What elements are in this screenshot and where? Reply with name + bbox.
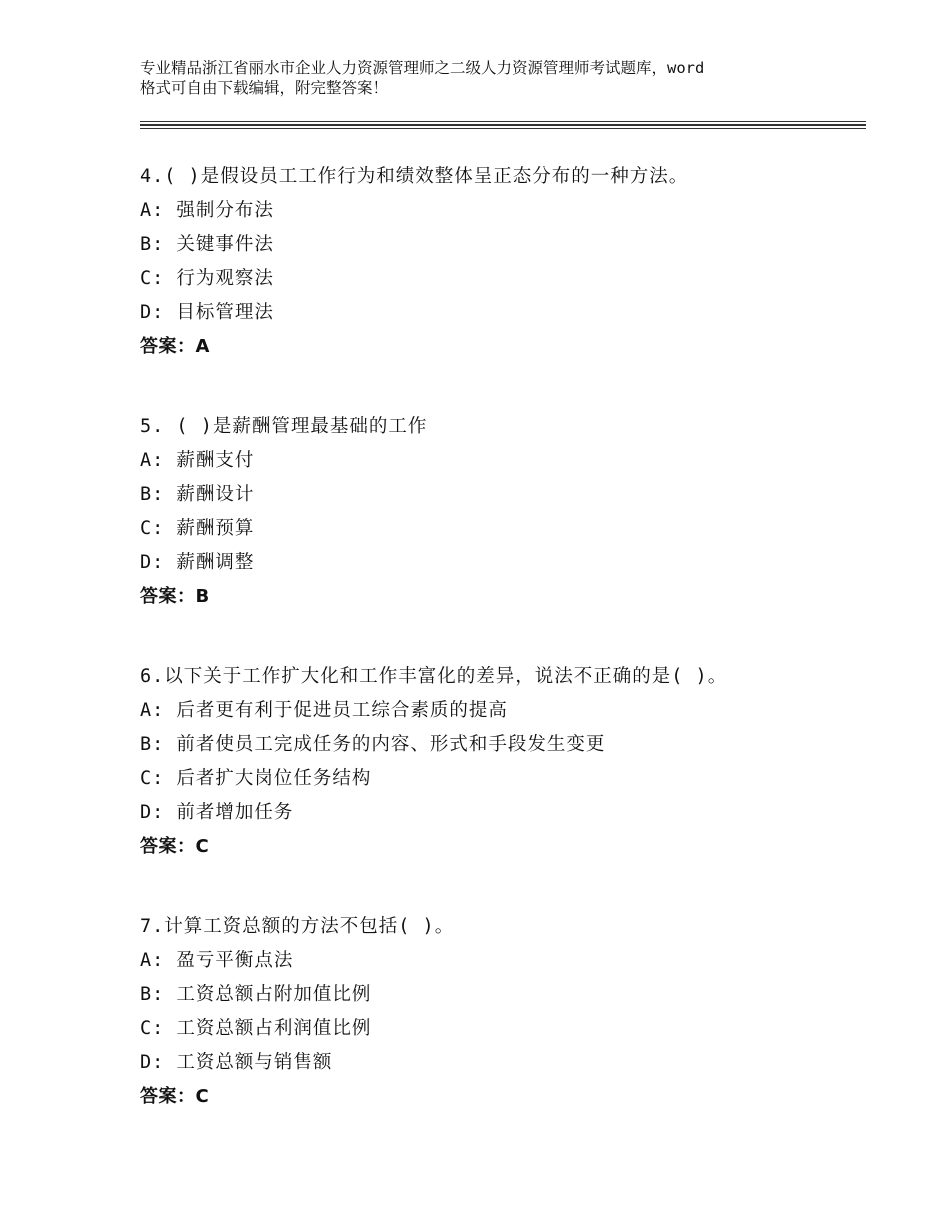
option-b: B: 前者使员工完成任务的内容、形式和手段发生变更 — [140, 734, 606, 755]
question-7 — [140, 910, 866, 1114]
option-d: D: 目标管理法 — [140, 302, 274, 323]
question-stem: 7.计算工资总额的方法不包括( )。 — [140, 916, 455, 937]
header-divider-middle — [140, 124, 866, 126]
answer-label: 答案：A — [140, 336, 210, 357]
option-c: C: 后者扩大岗位任务结构 — [140, 768, 372, 789]
question-6 — [140, 660, 866, 864]
option-c: C: 薪酬预算 — [140, 518, 255, 539]
option-a: A: 强制分布法 — [140, 200, 274, 221]
answer-label: 答案：B — [140, 586, 210, 607]
question-5 — [140, 410, 866, 614]
question-stem: 5. ( )是薪酬管理最基础的工作 — [140, 416, 428, 437]
question-stem: 4.( )是假设员工工作行为和绩效整体呈正态分布的一种方法。 — [140, 166, 689, 187]
option-b: B: 薪酬设计 — [140, 484, 255, 505]
header-divider-top — [140, 121, 866, 122]
option-d: D: 薪酬调整 — [140, 552, 255, 573]
option-c: C: 行为观察法 — [140, 268, 274, 289]
option-d: D: 前者增加任务 — [140, 802, 294, 823]
option-d: D: 工资总额与销售额 — [140, 1052, 333, 1073]
question-4 — [140, 160, 866, 364]
option-a: A: 盈亏平衡点法 — [140, 950, 294, 971]
header-divider-bottom — [140, 128, 866, 129]
option-a: A: 薪酬支付 — [140, 450, 255, 471]
header-line-2: 格式可自由下载编辑，附完整答案！ — [140, 79, 389, 97]
question-list — [140, 160, 866, 1160]
document-header — [140, 58, 840, 98]
answer-label: 答案：C — [140, 836, 210, 857]
option-b: B: 关键事件法 — [140, 234, 274, 255]
answer-label: 答案：C — [140, 1086, 210, 1107]
question-stem: 6.以下关于工作扩大化和工作丰富化的差异，说法不正确的是( )。 — [140, 666, 728, 687]
option-a: A: 后者更有利于促进员工综合素质的提高 — [140, 700, 508, 721]
header-line-1: 专业精品浙江省丽水市企业人力资源管理师之二级人力资源管理师考试题库，word — [140, 59, 705, 77]
option-b: B: 工资总额占附加值比例 — [140, 984, 372, 1005]
option-c: C: 工资总额占利润值比例 — [140, 1018, 372, 1039]
